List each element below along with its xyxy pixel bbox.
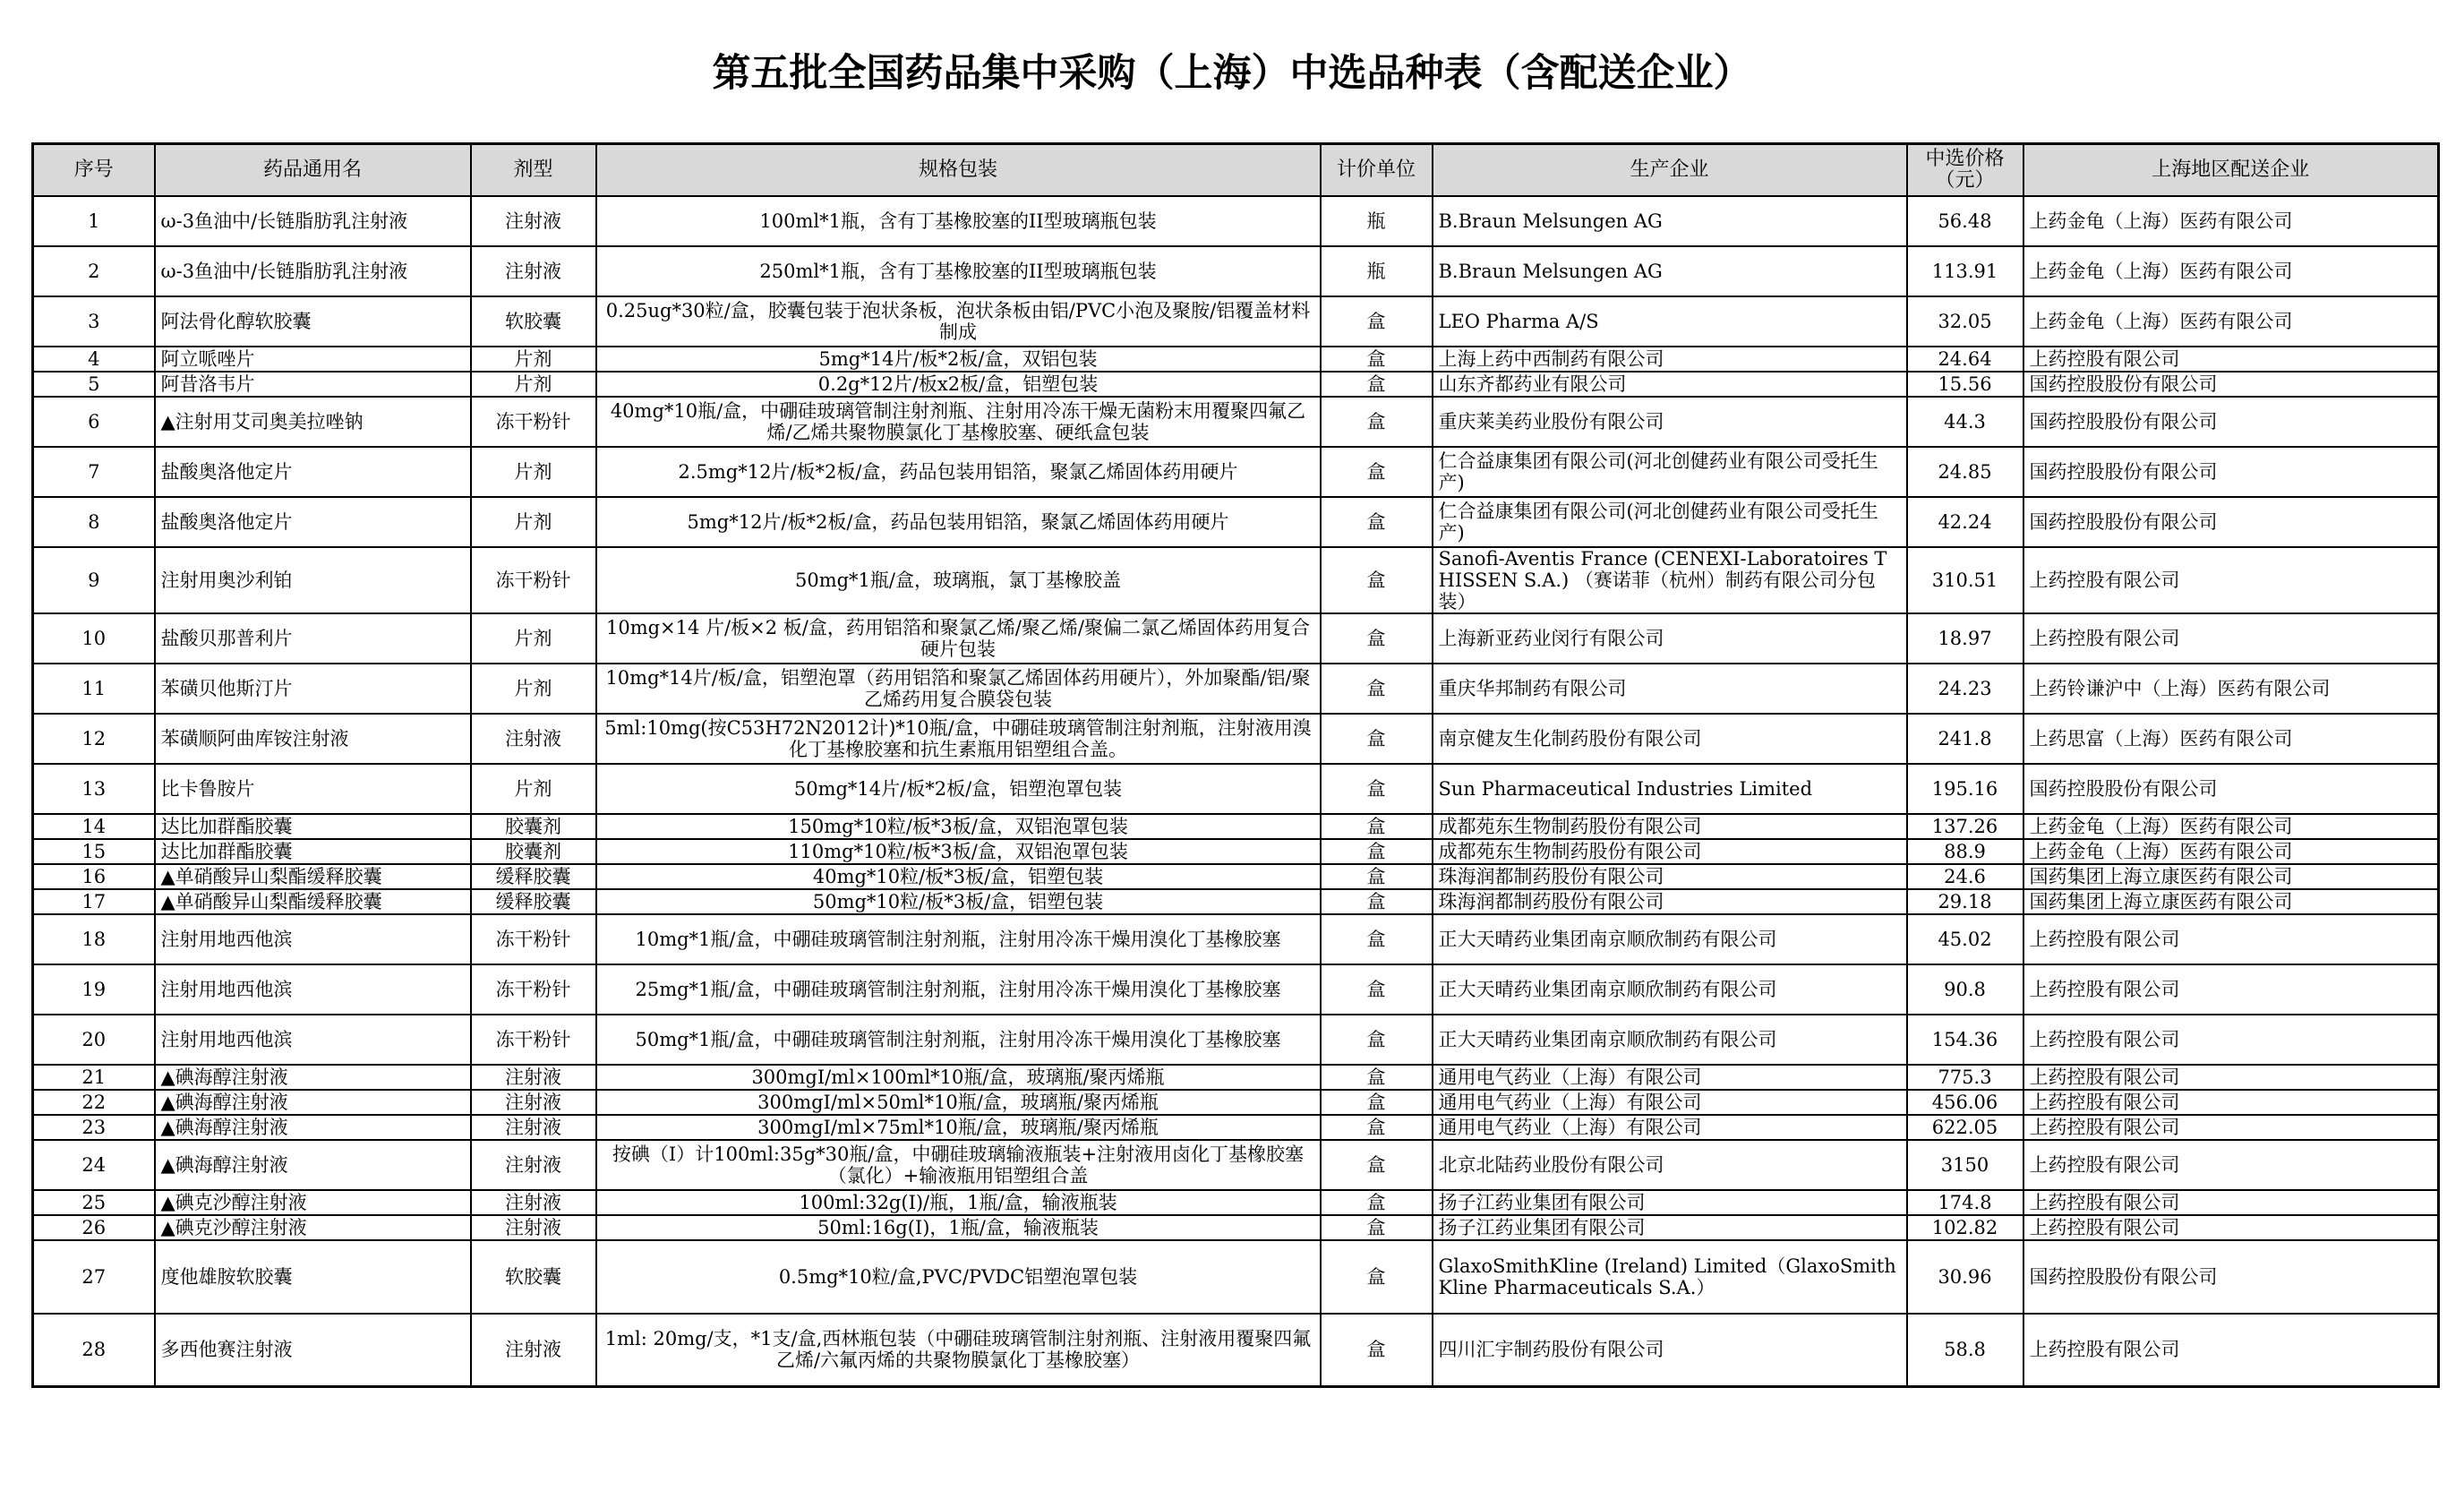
- cell-distributor: 上药金龟（上海）医药有限公司: [2023, 246, 2439, 296]
- table-row: [33, 1090, 2439, 1115]
- cell-price: 137.26: [1907, 814, 2023, 839]
- cell-unit: 盒: [1321, 1115, 1433, 1140]
- cell-spec-package: 50mg*14片/板*2板/盒，铝塑泡罩包装: [596, 764, 1321, 814]
- cell-manufacturer: 重庆莱美药业股份有限公司: [1433, 397, 1907, 447]
- cell-drug-name: 达比加群酯胶囊: [155, 839, 471, 864]
- cell-unit: 盒: [1321, 397, 1433, 447]
- cell-dosage-form: 片剂: [471, 664, 596, 714]
- cell-unit: 瓶: [1321, 246, 1433, 296]
- cell-dosage-form: 注射液: [471, 246, 596, 296]
- cell-price: 24.6: [1907, 864, 2023, 889]
- cell-unit: 盒: [1321, 1015, 1433, 1065]
- cell-dosage-form: 胶囊剂: [471, 839, 596, 864]
- cell-spec-package: 250ml*1瓶，含有丁基橡胶塞的II型玻璃瓶包装: [596, 246, 1321, 296]
- cell-spec-package: 5ml:10mg(按C53H72N2012计)*10瓶/盒，中硼硅玻璃管制注射剂瓶，注射液用溴化丁基橡胶塞和抗生素瓶用铝塑组合盖。: [596, 714, 1321, 764]
- table-row: [33, 246, 2439, 296]
- cell-manufacturer: 正大天晴药业集团南京顺欣制药有限公司: [1433, 964, 1907, 1015]
- cell-price: 42.24: [1907, 497, 2023, 547]
- cell-dosage-form: 注射液: [471, 1090, 596, 1115]
- cell-drug-name: ▲注射用艾司奥美拉唑钠: [155, 397, 471, 447]
- cell-index: 11: [33, 664, 155, 714]
- cell-dosage-form: 冻干粉针: [471, 914, 596, 964]
- cell-manufacturer: LEO Pharma A/S: [1433, 296, 1907, 347]
- cell-manufacturer: 珠海润都制药股份有限公司: [1433, 889, 1907, 914]
- table-row: [33, 347, 2439, 372]
- cell-price: 24.85: [1907, 447, 2023, 497]
- cell-price: 3150: [1907, 1140, 2023, 1190]
- cell-dosage-form: 缓释胶囊: [471, 864, 596, 889]
- cell-price: 58.8: [1907, 1314, 2023, 1387]
- cell-price: 88.9: [1907, 839, 2023, 864]
- cell-index: 24: [33, 1140, 155, 1190]
- cell-price: 15.56: [1907, 372, 2023, 397]
- cell-index: 26: [33, 1215, 155, 1240]
- cell-price: 24.23: [1907, 664, 2023, 714]
- cell-price: 102.82: [1907, 1215, 2023, 1240]
- cell-index: 2: [33, 246, 155, 296]
- table-row: [33, 1314, 2439, 1387]
- cell-manufacturer: 成都苑东生物制药股份有限公司: [1433, 839, 1907, 864]
- cell-price: 44.3: [1907, 397, 2023, 447]
- cell-dosage-form: 冻干粉针: [471, 1015, 596, 1065]
- cell-drug-name: 阿法骨化醇软胶囊: [155, 296, 471, 347]
- cell-spec-package: 100ml*1瓶，含有丁基橡胶塞的II型玻璃瓶包装: [596, 196, 1321, 246]
- cell-drug-name: ω-3鱼油中/长链脂肪乳注射液: [155, 246, 471, 296]
- cell-drug-name: 达比加群酯胶囊: [155, 814, 471, 839]
- header-price: 中选价格（元）: [1907, 144, 2023, 196]
- cell-dosage-form: 注射液: [471, 1314, 596, 1387]
- table-row: [33, 814, 2439, 839]
- cell-manufacturer: 南京健友生化制药股份有限公司: [1433, 714, 1907, 764]
- cell-distributor: 上药控股有限公司: [2023, 964, 2439, 1015]
- cell-index: 10: [33, 613, 155, 664]
- cell-unit: 盒: [1321, 372, 1433, 397]
- cell-unit: 盒: [1321, 1215, 1433, 1240]
- cell-drug-name: ▲碘海醇注射液: [155, 1065, 471, 1090]
- cell-manufacturer: 正大天晴药业集团南京顺欣制药有限公司: [1433, 1015, 1907, 1065]
- cell-manufacturer: 通用电气药业（上海）有限公司: [1433, 1115, 1907, 1140]
- cell-distributor: 上药控股有限公司: [2023, 1015, 2439, 1065]
- table-row: [33, 964, 2439, 1015]
- cell-drug-name: ▲碘克沙醇注射液: [155, 1190, 471, 1215]
- table-row: [33, 447, 2439, 497]
- cell-spec-package: 0.25ug*30粒/盒，胶囊包装于泡状条板，泡状条板由铝/PVC小泡及聚胺/铝覆盖材料制成: [596, 296, 1321, 347]
- table-row: [33, 613, 2439, 664]
- cell-spec-package: 25mg*1瓶/盒，中硼硅玻璃管制注射剂瓶，注射用冷冻干燥用溴化丁基橡胶塞: [596, 964, 1321, 1015]
- cell-dosage-form: 胶囊剂: [471, 814, 596, 839]
- cell-unit: 盒: [1321, 1090, 1433, 1115]
- cell-distributor: 上药控股有限公司: [2023, 1115, 2439, 1140]
- cell-manufacturer: 正大天晴药业集团南京顺欣制药有限公司: [1433, 914, 1907, 964]
- cell-unit: 盒: [1321, 1314, 1433, 1387]
- header-manufacturer: 生产企业: [1433, 144, 1907, 196]
- cell-index: 9: [33, 547, 155, 613]
- cell-index: 5: [33, 372, 155, 397]
- cell-spec-package: 按碘（I）计100ml:35g*30瓶/盒，中硼硅玻璃输液瓶装+注射液用卤化丁基橡胶塞（氯化）+输液瓶用铝塑组合盖: [596, 1140, 1321, 1190]
- header-unit: 计价单位: [1321, 144, 1433, 196]
- cell-dosage-form: 注射液: [471, 1190, 596, 1215]
- cell-manufacturer: 成都苑东生物制药股份有限公司: [1433, 814, 1907, 839]
- cell-spec-package: 5mg*14片/板*2板/盒，双铝包装: [596, 347, 1321, 372]
- cell-price: 174.8: [1907, 1190, 2023, 1215]
- cell-index: 19: [33, 964, 155, 1015]
- cell-dosage-form: 缓释胶囊: [471, 889, 596, 914]
- table-row: [33, 764, 2439, 814]
- cell-spec-package: 1ml: 20mg/支，*1支/盒,西林瓶包装（中硼硅玻璃管制注射剂瓶、注射液用覆聚四氟乙烯/六氟丙烯的共聚物膜氯化丁基橡胶塞）: [596, 1314, 1321, 1387]
- cell-distributor: 国药集团上海立康医药有限公司: [2023, 889, 2439, 914]
- cell-index: 13: [33, 764, 155, 814]
- cell-distributor: 上药控股有限公司: [2023, 914, 2439, 964]
- cell-price: 113.91: [1907, 246, 2023, 296]
- cell-manufacturer: 上海上药中西制药有限公司: [1433, 347, 1907, 372]
- cell-dosage-form: 注射液: [471, 1065, 596, 1090]
- table-row: [33, 547, 2439, 613]
- table-row: [33, 1215, 2439, 1240]
- table-row: [33, 914, 2439, 964]
- cell-spec-package: 300mgI/ml×100ml*10瓶/盒，玻璃瓶/聚丙烯瓶: [596, 1065, 1321, 1090]
- cell-unit: 盒: [1321, 714, 1433, 764]
- cell-drug-name: ω-3鱼油中/长链脂肪乳注射液: [155, 196, 471, 246]
- cell-distributor: 上药控股有限公司: [2023, 547, 2439, 613]
- cell-drug-name: 多西他赛注射液: [155, 1314, 471, 1387]
- cell-manufacturer: 扬子江药业集团有限公司: [1433, 1190, 1907, 1215]
- cell-unit: 盒: [1321, 839, 1433, 864]
- cell-drug-name: 注射用地西他滨: [155, 964, 471, 1015]
- table-row: [33, 372, 2439, 397]
- cell-spec-package: 2.5mg*12片/板*2板/盒，药品包装用铝箔，聚氯乙烯固体药用硬片: [596, 447, 1321, 497]
- table-row: [33, 864, 2439, 889]
- cell-distributor: 上药铃谦沪中（上海）医药有限公司: [2023, 664, 2439, 714]
- table-row: [33, 1140, 2439, 1190]
- table-row: [33, 664, 2439, 714]
- cell-spec-package: 110mg*10粒/板*3板/盒，双铝泡罩包装: [596, 839, 1321, 864]
- cell-index: 16: [33, 864, 155, 889]
- cell-unit: 盒: [1321, 889, 1433, 914]
- cell-dosage-form: 冻干粉针: [471, 547, 596, 613]
- cell-index: 1: [33, 196, 155, 246]
- cell-unit: 盒: [1321, 1065, 1433, 1090]
- cell-distributor: 上药思富（上海）医药有限公司: [2023, 714, 2439, 764]
- cell-manufacturer: 扬子江药业集团有限公司: [1433, 1215, 1907, 1240]
- cell-drug-name: ▲单硝酸异山梨酯缓释胶囊: [155, 889, 471, 914]
- cell-price: 18.97: [1907, 613, 2023, 664]
- cell-unit: 盒: [1321, 664, 1433, 714]
- cell-distributor: 国药控股股份有限公司: [2023, 372, 2439, 397]
- cell-index: 17: [33, 889, 155, 914]
- cell-index: 4: [33, 347, 155, 372]
- cell-unit: 盒: [1321, 497, 1433, 547]
- table-row: [33, 1065, 2439, 1090]
- cell-manufacturer: Sun Pharmaceutical Industries Limited: [1433, 764, 1907, 814]
- cell-price: 241.8: [1907, 714, 2023, 764]
- cell-drug-name: 注射用地西他滨: [155, 1015, 471, 1065]
- cell-distributor: 国药控股股份有限公司: [2023, 397, 2439, 447]
- cell-drug-name: 度他雄胺软胶囊: [155, 1240, 471, 1314]
- cell-spec-package: 300mgI/ml×50ml*10瓶/盒，玻璃瓶/聚丙烯瓶: [596, 1090, 1321, 1115]
- table-row: [33, 714, 2439, 764]
- cell-unit: 盒: [1321, 296, 1433, 347]
- cell-drug-name: 苯磺顺阿曲库铵注射液: [155, 714, 471, 764]
- cell-dosage-form: 片剂: [471, 447, 596, 497]
- cell-manufacturer: 仁合益康集团有限公司(河北创健药业有限公司受托生产): [1433, 497, 1907, 547]
- cell-dosage-form: 片剂: [471, 764, 596, 814]
- cell-distributor: 上药控股有限公司: [2023, 1065, 2439, 1090]
- cell-price: 29.18: [1907, 889, 2023, 914]
- cell-spec-package: 50mg*10粒/板*3板/盒，铝塑包装: [596, 889, 1321, 914]
- cell-index: 7: [33, 447, 155, 497]
- header-drug-name: 药品通用名: [155, 144, 471, 196]
- cell-index: 3: [33, 296, 155, 347]
- table-row: [33, 1015, 2439, 1065]
- cell-price: 622.05: [1907, 1115, 2023, 1140]
- cell-drug-name: 比卡鲁胺片: [155, 764, 471, 814]
- header-dosage-form: 剂型: [471, 144, 596, 196]
- cell-spec-package: 50mg*1瓶/盒，中硼硅玻璃管制注射剂瓶，注射用冷冻干燥用溴化丁基橡胶塞: [596, 1015, 1321, 1065]
- cell-index: 20: [33, 1015, 155, 1065]
- cell-manufacturer: 通用电气药业（上海）有限公司: [1433, 1065, 1907, 1090]
- table-row: [33, 1240, 2439, 1314]
- cell-distributor: 上药控股有限公司: [2023, 1215, 2439, 1240]
- cell-spec-package: 10mg*14片/板/盒，铝塑泡罩（药用铝箔和聚氯乙烯固体药用硬片），外加聚酯/铝/聚乙烯药用复合膜袋包装: [596, 664, 1321, 714]
- cell-price: 24.64: [1907, 347, 2023, 372]
- cell-drug-name: 阿立哌唑片: [155, 347, 471, 372]
- cell-distributor: 国药集团上海立康医药有限公司: [2023, 864, 2439, 889]
- cell-index: 6: [33, 397, 155, 447]
- cell-spec-package: 40mg*10瓶/盒，中硼硅玻璃管制注射剂瓶、注射用冷冻干燥无菌粉末用覆聚四氟乙烯/乙烯共聚物膜氯化丁基橡胶塞、硬纸盒包装: [596, 397, 1321, 447]
- cell-index: 23: [33, 1115, 155, 1140]
- cell-index: 12: [33, 714, 155, 764]
- cell-manufacturer: 珠海润都制药股份有限公司: [1433, 864, 1907, 889]
- cell-manufacturer: 四川汇宇制药股份有限公司: [1433, 1314, 1907, 1387]
- cell-distributor: 国药控股股份有限公司: [2023, 1240, 2439, 1314]
- cell-price: 45.02: [1907, 914, 2023, 964]
- cell-manufacturer: 重庆华邦制药有限公司: [1433, 664, 1907, 714]
- table-body: [33, 196, 2439, 1387]
- cell-index: 18: [33, 914, 155, 964]
- cell-drug-name: 盐酸贝那普利片: [155, 613, 471, 664]
- cell-drug-name: 盐酸奥洛他定片: [155, 447, 471, 497]
- table-row: [33, 497, 2439, 547]
- cell-spec-package: 5mg*12片/板*2板/盒，药品包装用铝箔，聚氯乙烯固体药用硬片: [596, 497, 1321, 547]
- cell-price: 90.8: [1907, 964, 2023, 1015]
- cell-spec-package: 0.5mg*10粒/盒,PVC/PVDC铝塑泡罩包装: [596, 1240, 1321, 1314]
- cell-dosage-form: 片剂: [471, 347, 596, 372]
- cell-manufacturer: 通用电气药业（上海）有限公司: [1433, 1090, 1907, 1115]
- cell-spec-package: 100ml:32g(I)/瓶，1瓶/盒，输液瓶装: [596, 1190, 1321, 1215]
- cell-price: 456.06: [1907, 1090, 2023, 1115]
- cell-manufacturer: 北京北陆药业股份有限公司: [1433, 1140, 1907, 1190]
- cell-unit: 盒: [1321, 1190, 1433, 1215]
- cell-drug-name: ▲碘海醇注射液: [155, 1115, 471, 1140]
- header-index: 序号: [33, 144, 155, 196]
- cell-price: 154.36: [1907, 1015, 2023, 1065]
- cell-drug-name: ▲单硝酸异山梨酯缓释胶囊: [155, 864, 471, 889]
- cell-drug-name: 苯磺贝他斯汀片: [155, 664, 471, 714]
- cell-distributor: 上药控股有限公司: [2023, 1140, 2439, 1190]
- cell-manufacturer: 山东齐都药业有限公司: [1433, 372, 1907, 397]
- table-row: [33, 1190, 2439, 1215]
- cell-unit: 盒: [1321, 964, 1433, 1015]
- cell-spec-package: 40mg*10粒/板*3板/盒，铝塑包装: [596, 864, 1321, 889]
- cell-spec-package: 10mg×14 片/板×2 板/盒，药用铝箔和聚氯乙烯/聚乙烯/聚偏二氯乙烯固体药用复合硬片包装: [596, 613, 1321, 664]
- cell-index: 28: [33, 1314, 155, 1387]
- cell-index: 14: [33, 814, 155, 839]
- cell-dosage-form: 软胶囊: [471, 1240, 596, 1314]
- table-row: [33, 296, 2439, 347]
- cell-drug-name: 注射用地西他滨: [155, 914, 471, 964]
- cell-drug-name: ▲碘克沙醇注射液: [155, 1215, 471, 1240]
- table-row: [33, 1115, 2439, 1140]
- cell-unit: 盒: [1321, 914, 1433, 964]
- cell-spec-package: 150mg*10粒/板*3板/盒，双铝泡罩包装: [596, 814, 1321, 839]
- cell-distributor: 上药金龟（上海）医药有限公司: [2023, 839, 2439, 864]
- cell-spec-package: 300mgI/ml×75ml*10瓶/盒，玻璃瓶/聚丙烯瓶: [596, 1115, 1321, 1140]
- cell-dosage-form: 注射液: [471, 1215, 596, 1240]
- cell-distributor: 上药控股有限公司: [2023, 1190, 2439, 1215]
- cell-dosage-form: 片剂: [471, 497, 596, 547]
- cell-dosage-form: 注射液: [471, 714, 596, 764]
- cell-index: 21: [33, 1065, 155, 1090]
- table-row: [33, 397, 2439, 447]
- header-spec-package: 规格包装: [596, 144, 1321, 196]
- cell-dosage-form: 冻干粉针: [471, 397, 596, 447]
- cell-spec-package: 50mg*1瓶/盒，玻璃瓶，氯丁基橡胶盖: [596, 547, 1321, 613]
- drug-table: [31, 142, 2440, 1388]
- cell-manufacturer: B.Braun Melsungen AG: [1433, 196, 1907, 246]
- cell-distributor: 上药金龟（上海）医药有限公司: [2023, 814, 2439, 839]
- cell-distributor: 上药控股有限公司: [2023, 347, 2439, 372]
- cell-distributor: 国药控股股份有限公司: [2023, 447, 2439, 497]
- cell-manufacturer: 上海新亚药业闵行有限公司: [1433, 613, 1907, 664]
- cell-drug-name: 阿昔洛韦片: [155, 372, 471, 397]
- cell-price: 310.51: [1907, 547, 2023, 613]
- cell-manufacturer: B.Braun Melsungen AG: [1433, 246, 1907, 296]
- cell-distributor: 上药金龟（上海）医药有限公司: [2023, 196, 2439, 246]
- cell-distributor: 上药控股有限公司: [2023, 613, 2439, 664]
- cell-price: 30.96: [1907, 1240, 2023, 1314]
- cell-manufacturer: GlaxoSmithKline (Ireland) Limited（GlaxoSmithKline Pharmaceuticals S.A.）: [1433, 1240, 1907, 1314]
- cell-dosage-form: 注射液: [471, 196, 596, 246]
- cell-price: 195.16: [1907, 764, 2023, 814]
- cell-price: 56.48: [1907, 196, 2023, 246]
- cell-unit: 盒: [1321, 347, 1433, 372]
- cell-dosage-form: 冻干粉针: [471, 964, 596, 1015]
- table-header-row: [33, 144, 2439, 196]
- cell-spec-package: 50ml:16g(I)，1瓶/盒，输液瓶装: [596, 1215, 1321, 1240]
- cell-price: 32.05: [1907, 296, 2023, 347]
- cell-index: 25: [33, 1190, 155, 1215]
- cell-dosage-form: 注射液: [471, 1140, 596, 1190]
- cell-unit: 盒: [1321, 1240, 1433, 1314]
- cell-distributor: 国药控股股份有限公司: [2023, 764, 2439, 814]
- cell-distributor: 国药控股股份有限公司: [2023, 497, 2439, 547]
- cell-dosage-form: 软胶囊: [471, 296, 596, 347]
- cell-spec-package: 0.2g*12片/板x2板/盒，铝塑包装: [596, 372, 1321, 397]
- cell-drug-name: 注射用奥沙利铂: [155, 547, 471, 613]
- cell-unit: 盒: [1321, 547, 1433, 613]
- table-row: [33, 196, 2439, 246]
- cell-dosage-form: 片剂: [471, 613, 596, 664]
- cell-unit: 盒: [1321, 613, 1433, 664]
- cell-manufacturer: Sanofi-Aventis France (CENEXI-Laboratoires THISSEN S.A.) （赛诺菲（杭州）制药有限公司分包装）: [1433, 547, 1907, 613]
- header-distributor: 上海地区配送企业: [2023, 144, 2439, 196]
- cell-spec-package: 10mg*1瓶/盒，中硼硅玻璃管制注射剂瓶，注射用冷冻干燥用溴化丁基橡胶塞: [596, 914, 1321, 964]
- cell-dosage-form: 注射液: [471, 1115, 596, 1140]
- cell-unit: 盒: [1321, 764, 1433, 814]
- cell-unit: 盒: [1321, 814, 1433, 839]
- cell-dosage-form: 片剂: [471, 372, 596, 397]
- cell-drug-name: 盐酸奥洛他定片: [155, 497, 471, 547]
- cell-index: 8: [33, 497, 155, 547]
- cell-index: 22: [33, 1090, 155, 1115]
- cell-unit: 瓶: [1321, 196, 1433, 246]
- cell-unit: 盒: [1321, 1140, 1433, 1190]
- cell-index: 15: [33, 839, 155, 864]
- page-title: 第五批全国药品集中采购（上海）中选品种表（含配送企业）: [712, 51, 1752, 96]
- cell-unit: 盒: [1321, 447, 1433, 497]
- cell-distributor: 上药控股有限公司: [2023, 1090, 2439, 1115]
- table-row: [33, 839, 2439, 864]
- cell-price: 775.3: [1907, 1065, 2023, 1090]
- cell-distributor: 上药金龟（上海）医药有限公司: [2023, 296, 2439, 347]
- cell-manufacturer: 仁合益康集团有限公司(河北创健药业有限公司受托生产): [1433, 447, 1907, 497]
- cell-index: 27: [33, 1240, 155, 1314]
- cell-unit: 盒: [1321, 864, 1433, 889]
- table-row: [33, 889, 2439, 914]
- cell-distributor: 上药控股有限公司: [2023, 1314, 2439, 1387]
- cell-drug-name: ▲碘海醇注射液: [155, 1140, 471, 1190]
- cell-drug-name: ▲碘海醇注射液: [155, 1090, 471, 1115]
